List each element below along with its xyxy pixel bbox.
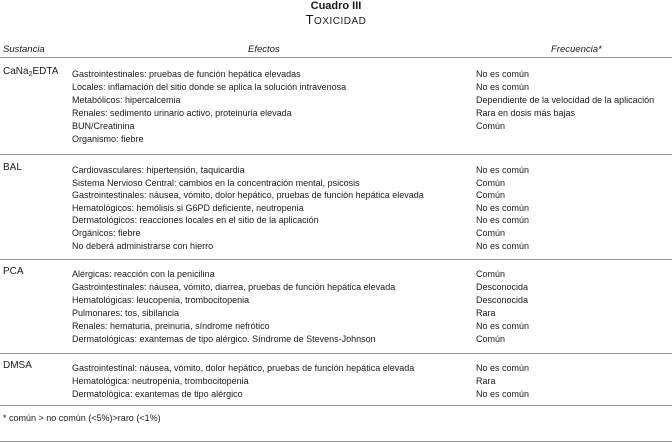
frequency-cell: Común bbox=[476, 190, 506, 200]
frequency-cell: Común bbox=[476, 178, 506, 188]
substance-cana2edta bbox=[3, 65, 58, 81]
frequency-cell: No es común bbox=[476, 69, 530, 79]
table-title-initial: T bbox=[305, 12, 315, 27]
effect-cell: Hematológicos: hemólisis si G6PD deficiente, neutropenia bbox=[72, 203, 304, 213]
effect-cell: Sistema Nervioso Central: cambios en la concentración mental, psicosis bbox=[72, 178, 360, 188]
frequency-cell: No es común bbox=[476, 363, 530, 373]
frequency-cell: No es común bbox=[476, 82, 530, 92]
frequency-cell: Rara bbox=[476, 376, 496, 386]
group-divider bbox=[0, 154, 672, 155]
effect-cell: Gastrointestinal: náusea, vómito, dolor hepático, pruebas de función hepática elevada bbox=[72, 363, 415, 373]
frequency-cell: Desconocida bbox=[476, 295, 529, 305]
table-title bbox=[0, 12, 672, 29]
header-rule bbox=[0, 57, 672, 58]
frequency-cell: Desconocida bbox=[476, 282, 529, 292]
effect-cell: Organismo: fiebre bbox=[72, 134, 144, 144]
frequency-cell: No es común bbox=[476, 321, 530, 331]
header-substance: Sustancia bbox=[3, 44, 45, 55]
group-divider bbox=[0, 259, 672, 260]
effect-cell: Gastrointestinales: náusea, vómito, diarrea, pruebas de función hepática elevada bbox=[72, 282, 396, 292]
effect-cell: Gastrointestinales: náusea, vómito, dolor hepático, pruebas de función hepática elevada bbox=[72, 190, 424, 200]
frequency-cell: No es común bbox=[476, 215, 530, 225]
substance-pca: PCA bbox=[3, 266, 24, 277]
frequency-cell: Común bbox=[476, 269, 506, 279]
group-divider bbox=[0, 353, 672, 354]
effect-cell: Gastrointestinales: pruebas de función hepática elevadas bbox=[72, 69, 301, 79]
substance-subscript: 2 bbox=[28, 71, 33, 78]
frequency-cell: Común bbox=[476, 228, 506, 238]
effect-cell: Hematológicas: leucopenia, trombocitopenia bbox=[72, 295, 250, 305]
frequency-cell: No es común bbox=[476, 165, 530, 175]
frequency-cell: No es común bbox=[476, 241, 530, 251]
effect-cell: Hematológica: neutropenia, trombocitopenia bbox=[72, 376, 249, 386]
header-frequency: Frecuencia* bbox=[551, 44, 602, 55]
footer-rule bbox=[0, 405, 672, 406]
frequency-cell: Común bbox=[476, 334, 506, 344]
substance-text: EDTA bbox=[32, 66, 59, 77]
frequency-cell: No es común bbox=[476, 389, 530, 399]
effect-cell: Dermatológicas: exantemas de tipo alérgico. Síndrome de Stevens-Johnson bbox=[72, 334, 376, 344]
substance-dmsa: DMSA bbox=[3, 360, 32, 371]
effect-cell: Orgánicos: fiebre bbox=[72, 228, 141, 238]
substance-bal: BAL bbox=[3, 162, 22, 173]
frequency-cell: Común bbox=[476, 121, 506, 131]
table-number: Cuadro III bbox=[310, 0, 362, 12]
effect-cell: Dermatológicos: reacciones locales en el sitio de la aplicación bbox=[72, 215, 319, 225]
footnote: * común > no común (<5%)>raro (<1%) bbox=[3, 413, 161, 423]
substance-text: CaNa bbox=[3, 66, 29, 77]
effect-cell: BUN/Creatinina bbox=[72, 121, 135, 131]
effect-cell: Locales: inflamación del sitio donde se aplica la solución intravenosa bbox=[72, 82, 347, 92]
header-effects: Efectos bbox=[248, 44, 280, 55]
effect-cell: Pulmonares: tos, sibilancia bbox=[72, 308, 180, 318]
frequency-cell: Rara en dosis más bajas bbox=[476, 108, 576, 118]
effect-cell: Alérgicas: reacción con la penicilina bbox=[72, 269, 215, 279]
table-title-rest: OXICIDAD bbox=[314, 16, 367, 27]
bottom-rule bbox=[0, 441, 672, 442]
effect-cell: Dermatológica: exantemas de tipo alérgico bbox=[72, 389, 243, 399]
effect-cell: Metabólicos: hipercalcemia bbox=[72, 95, 181, 105]
effect-cell: Renales: hematuria, preinuria, síndrome nefrótico bbox=[72, 321, 270, 331]
effect-cell: Cardiovasculares: hipertensión, taquicardia bbox=[72, 165, 245, 175]
frequency-cell: No es común bbox=[476, 203, 530, 213]
effect-cell: No deberá administrarse con hierro bbox=[72, 241, 214, 251]
effect-cell: Renales: sedimento urinario activo, proteinuria elevada bbox=[72, 108, 292, 118]
frequency-cell: Rara bbox=[476, 308, 496, 318]
frequency-cell: Dependiente de la velocidad de la aplicación bbox=[476, 95, 655, 105]
